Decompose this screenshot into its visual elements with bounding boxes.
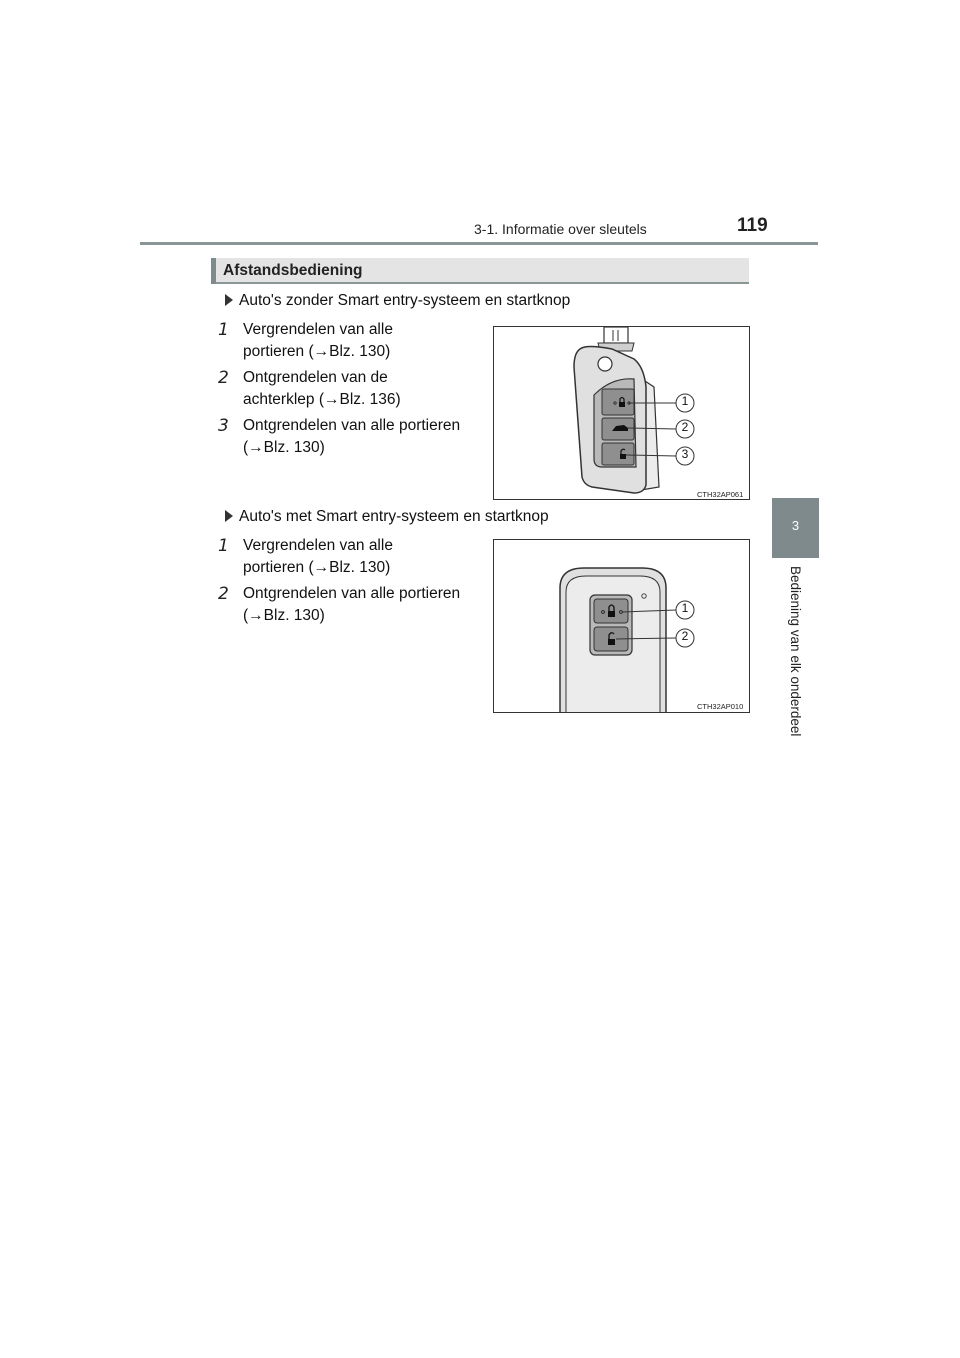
item-line: (→Blz. 130) [243,607,325,624]
list-item [243,535,393,579]
item-line: Ontgrendelen van alle portieren [243,585,461,602]
list-item [243,367,401,411]
item-line: portieren (→Blz. 130) [243,559,391,576]
item-line: Ontgrendelen van alle portieren [243,417,461,434]
subsection-heading-text: Auto's met Smart entry-systeem en startknop [239,508,549,525]
section-title: Afstandsbediening [223,262,363,279]
callout-number: 3 [681,447,689,461]
item-number: 1 [218,320,229,340]
page-number: 119 [737,215,768,236]
item-line: portieren (→Blz. 130) [243,343,391,360]
item-line: Vergrendelen van alle [243,537,393,554]
section-bar-accent [211,258,216,284]
flip-key-illustration [494,327,749,499]
item-number: 1 [218,536,229,556]
figure-code: CTH32AP010 [697,702,744,711]
callout-number: 1 [681,601,689,615]
callout-number: 2 [681,629,689,643]
smart-key-illustration [494,540,749,712]
subsection-heading-2 [225,508,549,526]
chapter-title-vertical [785,566,805,766]
header-divider [140,242,818,245]
callout-number: 2 [681,420,689,434]
item-line: achterklep (→Blz. 136) [243,391,401,408]
triangle-bullet-icon [225,294,233,306]
item-line: Ontgrendelen van de [243,369,388,386]
item-line: Vergrendelen van alle [243,321,393,338]
figure-smart-key [493,539,750,713]
item-number: 2 [218,584,229,604]
callout-number: 1 [681,394,689,408]
chapter-title: Bediening van elk onderdeel [788,566,803,737]
item-line: (→Blz. 130) [243,439,325,456]
list-item [243,319,393,363]
item-number: 3 [218,416,229,436]
subsection-heading-text: Auto's zonder Smart entry-systeem en startknop [239,292,571,309]
list-item [243,415,460,459]
list-item [243,583,460,627]
item-number: 2 [218,368,229,388]
figure-code: CTH32AP061 [697,490,744,499]
subsection-heading-1 [225,292,570,310]
running-header: 3-1. Informatie over sleutels [474,221,647,237]
figure-flip-key [493,326,750,500]
chapter-number: 3 [791,518,800,533]
triangle-bullet-icon [225,510,233,522]
